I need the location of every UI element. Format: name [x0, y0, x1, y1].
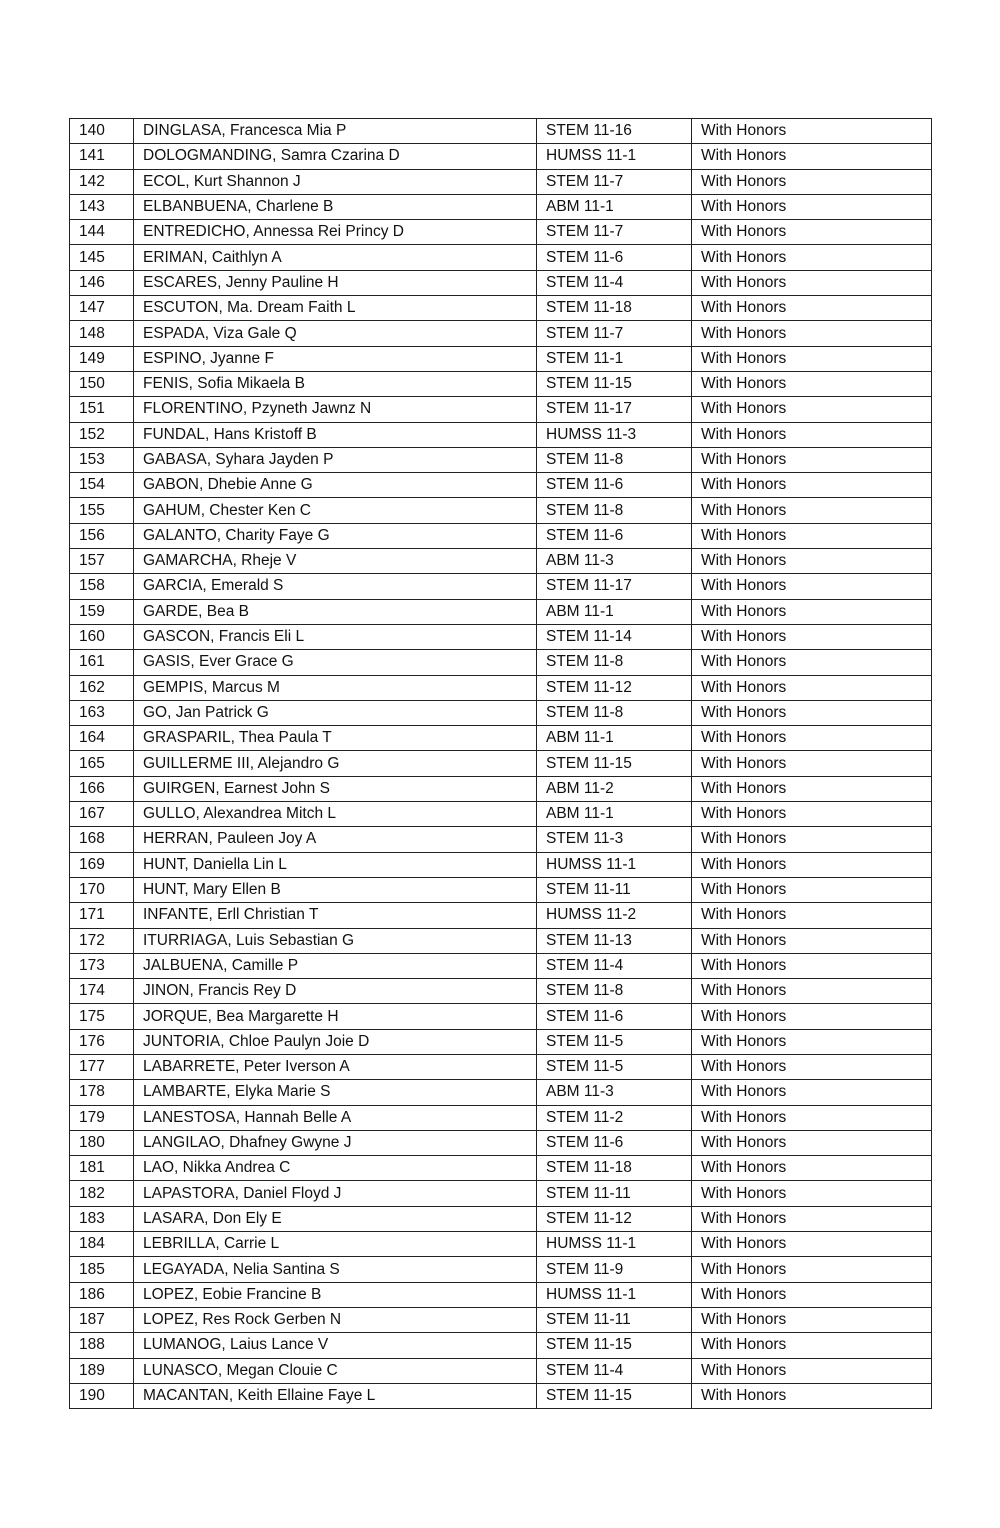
award-cell: With Honors: [692, 599, 932, 624]
section-cell: ABM 11-1: [537, 726, 692, 751]
table-row: [70, 1130, 932, 1155]
section-cell: STEM 11-18: [537, 1156, 692, 1181]
row-number-cell: 157: [70, 549, 134, 574]
award-cell: With Honors: [692, 194, 932, 219]
student-name-cell: ITURRIAGA, Luis Sebastian G: [134, 928, 537, 953]
award-cell: With Honors: [692, 220, 932, 245]
award-cell: With Honors: [692, 953, 932, 978]
award-cell: With Honors: [692, 1054, 932, 1079]
table-row: [70, 498, 932, 523]
award-cell: With Honors: [692, 1105, 932, 1130]
student-name-cell: DINGLASA, Francesca Mia P: [134, 119, 537, 144]
award-cell: With Honors: [692, 650, 932, 675]
table-row: [70, 1232, 932, 1257]
section-cell: STEM 11-4: [537, 953, 692, 978]
student-name-cell: GALANTO, Charity Faye G: [134, 523, 537, 548]
table-row: [70, 1333, 932, 1358]
row-number-cell: 187: [70, 1307, 134, 1332]
section-cell: STEM 11-17: [537, 574, 692, 599]
table-row: [70, 1105, 932, 1130]
student-name-cell: GUILLERME III, Alejandro G: [134, 751, 537, 776]
row-number-cell: 168: [70, 827, 134, 852]
section-cell: STEM 11-12: [537, 675, 692, 700]
section-cell: STEM 11-7: [537, 169, 692, 194]
section-cell: HUMSS 11-1: [537, 1232, 692, 1257]
award-cell: With Honors: [692, 1282, 932, 1307]
table-row: [70, 1206, 932, 1231]
table-row: [70, 523, 932, 548]
table-row: [70, 953, 932, 978]
section-cell: STEM 11-7: [537, 321, 692, 346]
award-cell: With Honors: [692, 802, 932, 827]
award-cell: With Honors: [692, 498, 932, 523]
student-name-cell: ERIMAN, Caithlyn A: [134, 245, 537, 270]
row-number-cell: 184: [70, 1232, 134, 1257]
award-cell: With Honors: [692, 245, 932, 270]
table-row: [70, 422, 932, 447]
section-cell: STEM 11-9: [537, 1257, 692, 1282]
student-name-cell: ESPADA, Viza Gale Q: [134, 321, 537, 346]
student-name-cell: ESCARES, Jenny Pauline H: [134, 270, 537, 295]
row-number-cell: 182: [70, 1181, 134, 1206]
award-cell: With Honors: [692, 1307, 932, 1332]
student-name-cell: LASARA, Don Ely E: [134, 1206, 537, 1231]
section-cell: STEM 11-8: [537, 650, 692, 675]
section-cell: HUMSS 11-1: [537, 1282, 692, 1307]
row-number-cell: 140: [70, 119, 134, 144]
table-row: [70, 397, 932, 422]
table-row: [70, 700, 932, 725]
table-row: [70, 827, 932, 852]
table-row: [70, 220, 932, 245]
section-cell: STEM 11-14: [537, 624, 692, 649]
row-number-cell: 149: [70, 346, 134, 371]
award-cell: With Honors: [692, 549, 932, 574]
section-cell: ABM 11-3: [537, 1080, 692, 1105]
section-cell: STEM 11-11: [537, 1307, 692, 1332]
award-cell: With Honors: [692, 877, 932, 902]
honors-table: [69, 118, 932, 1409]
section-cell: STEM 11-6: [537, 1004, 692, 1029]
student-name-cell: GRASPARIL, Thea Paula T: [134, 726, 537, 751]
award-cell: With Honors: [692, 1156, 932, 1181]
table-row: [70, 144, 932, 169]
award-cell: With Honors: [692, 1080, 932, 1105]
student-name-cell: HERRAN, Pauleen Joy A: [134, 827, 537, 852]
section-cell: STEM 11-8: [537, 700, 692, 725]
row-number-cell: 169: [70, 852, 134, 877]
section-cell: STEM 11-16: [537, 119, 692, 144]
section-cell: STEM 11-6: [537, 1130, 692, 1155]
row-number-cell: 177: [70, 1054, 134, 1079]
student-name-cell: GASCON, Francis Eli L: [134, 624, 537, 649]
table-row: [70, 1257, 932, 1282]
student-name-cell: LOPEZ, Eobie Francine B: [134, 1282, 537, 1307]
section-cell: HUMSS 11-1: [537, 144, 692, 169]
row-number-cell: 160: [70, 624, 134, 649]
row-number-cell: 186: [70, 1282, 134, 1307]
award-cell: With Honors: [692, 1004, 932, 1029]
award-cell: With Honors: [692, 473, 932, 498]
table-row: [70, 650, 932, 675]
award-cell: With Honors: [692, 296, 932, 321]
row-number-cell: 188: [70, 1333, 134, 1358]
row-number-cell: 174: [70, 979, 134, 1004]
row-number-cell: 146: [70, 270, 134, 295]
row-number-cell: 156: [70, 523, 134, 548]
student-name-cell: LAPASTORA, Daniel Floyd J: [134, 1181, 537, 1206]
table-row: [70, 1029, 932, 1054]
award-cell: With Honors: [692, 1257, 932, 1282]
section-cell: STEM 11-6: [537, 473, 692, 498]
student-name-cell: ESPINO, Jyanne F: [134, 346, 537, 371]
student-name-cell: LEBRILLA, Carrie L: [134, 1232, 537, 1257]
student-name-cell: INFANTE, Erll Christian T: [134, 903, 537, 928]
section-cell: STEM 11-15: [537, 751, 692, 776]
section-cell: STEM 11-15: [537, 371, 692, 396]
row-number-cell: 167: [70, 802, 134, 827]
table-row: [70, 321, 932, 346]
row-number-cell: 171: [70, 903, 134, 928]
table-row: [70, 194, 932, 219]
student-name-cell: ECOL, Kurt Shannon J: [134, 169, 537, 194]
student-name-cell: DOLOGMANDING, Samra Czarina D: [134, 144, 537, 169]
section-cell: ABM 11-3: [537, 549, 692, 574]
student-name-cell: LABARRETE, Peter Iverson A: [134, 1054, 537, 1079]
award-cell: With Honors: [692, 751, 932, 776]
row-number-cell: 173: [70, 953, 134, 978]
student-name-cell: LEGAYADA, Nelia Santina S: [134, 1257, 537, 1282]
student-name-cell: GAHUM, Chester Ken C: [134, 498, 537, 523]
table-row: [70, 802, 932, 827]
award-cell: With Honors: [692, 523, 932, 548]
row-number-cell: 144: [70, 220, 134, 245]
table-row: [70, 371, 932, 396]
award-cell: With Honors: [692, 1181, 932, 1206]
row-number-cell: 141: [70, 144, 134, 169]
section-cell: STEM 11-1: [537, 346, 692, 371]
row-number-cell: 175: [70, 1004, 134, 1029]
row-number-cell: 166: [70, 776, 134, 801]
award-cell: With Honors: [692, 675, 932, 700]
student-name-cell: LANGILAO, Dhafney Gwyne J: [134, 1130, 537, 1155]
student-name-cell: JALBUENA, Camille P: [134, 953, 537, 978]
student-name-cell: GUIRGEN, Earnest John S: [134, 776, 537, 801]
row-number-cell: 159: [70, 599, 134, 624]
award-cell: With Honors: [692, 1206, 932, 1231]
table-row: [70, 119, 932, 144]
table-row: [70, 776, 932, 801]
row-number-cell: 181: [70, 1156, 134, 1181]
table-row: [70, 928, 932, 953]
award-cell: With Honors: [692, 397, 932, 422]
section-cell: STEM 11-5: [537, 1054, 692, 1079]
award-cell: With Honors: [692, 1383, 932, 1408]
table-row: [70, 574, 932, 599]
row-number-cell: 179: [70, 1105, 134, 1130]
award-cell: With Honors: [692, 422, 932, 447]
student-name-cell: FENIS, Sofia Mikaela B: [134, 371, 537, 396]
student-name-cell: GAMARCHA, Rheje V: [134, 549, 537, 574]
table-row: [70, 1358, 932, 1383]
row-number-cell: 162: [70, 675, 134, 700]
section-cell: STEM 11-3: [537, 827, 692, 852]
student-name-cell: ESCUTON, Ma. Dream Faith L: [134, 296, 537, 321]
section-cell: STEM 11-8: [537, 447, 692, 472]
table-row: [70, 245, 932, 270]
row-number-cell: 185: [70, 1257, 134, 1282]
student-name-cell: JINON, Francis Rey D: [134, 979, 537, 1004]
award-cell: With Honors: [692, 726, 932, 751]
table-row: [70, 473, 932, 498]
table-row: [70, 447, 932, 472]
table-row: [70, 877, 932, 902]
award-cell: With Honors: [692, 776, 932, 801]
section-cell: STEM 11-4: [537, 270, 692, 295]
row-number-cell: 189: [70, 1358, 134, 1383]
section-cell: STEM 11-5: [537, 1029, 692, 1054]
student-name-cell: GASIS, Ever Grace G: [134, 650, 537, 675]
row-number-cell: 180: [70, 1130, 134, 1155]
student-name-cell: LUNASCO, Megan Clouie C: [134, 1358, 537, 1383]
student-name-cell: GABON, Dhebie Anne G: [134, 473, 537, 498]
section-cell: HUMSS 11-1: [537, 852, 692, 877]
row-number-cell: 148: [70, 321, 134, 346]
section-cell: STEM 11-11: [537, 877, 692, 902]
section-cell: STEM 11-12: [537, 1206, 692, 1231]
table-row: [70, 1156, 932, 1181]
award-cell: With Honors: [692, 979, 932, 1004]
section-cell: HUMSS 11-3: [537, 422, 692, 447]
student-name-cell: GARDE, Bea B: [134, 599, 537, 624]
student-name-cell: LOPEZ, Res Rock Gerben N: [134, 1307, 537, 1332]
section-cell: STEM 11-6: [537, 523, 692, 548]
section-cell: STEM 11-4: [537, 1358, 692, 1383]
row-number-cell: 172: [70, 928, 134, 953]
section-cell: STEM 11-2: [537, 1105, 692, 1130]
section-cell: ABM 11-1: [537, 599, 692, 624]
section-cell: ABM 11-1: [537, 194, 692, 219]
award-cell: With Honors: [692, 928, 932, 953]
award-cell: With Honors: [692, 1130, 932, 1155]
award-cell: With Honors: [692, 1029, 932, 1054]
student-name-cell: ENTREDICHO, Annessa Rei Princy D: [134, 220, 537, 245]
table-row: [70, 675, 932, 700]
award-cell: With Honors: [692, 903, 932, 928]
row-number-cell: 143: [70, 194, 134, 219]
table-row: [70, 296, 932, 321]
table-row: [70, 751, 932, 776]
table-row: [70, 1181, 932, 1206]
row-number-cell: 153: [70, 447, 134, 472]
award-cell: With Honors: [692, 1232, 932, 1257]
table-row: [70, 1307, 932, 1332]
student-name-cell: HUNT, Daniella Lin L: [134, 852, 537, 877]
section-cell: STEM 11-7: [537, 220, 692, 245]
student-name-cell: GEMPIS, Marcus M: [134, 675, 537, 700]
row-number-cell: 183: [70, 1206, 134, 1231]
table-row: [70, 1080, 932, 1105]
section-cell: ABM 11-2: [537, 776, 692, 801]
student-name-cell: MACANTAN, Keith Ellaine Faye L: [134, 1383, 537, 1408]
row-number-cell: 176: [70, 1029, 134, 1054]
section-cell: HUMSS 11-2: [537, 903, 692, 928]
row-number-cell: 170: [70, 877, 134, 902]
student-name-cell: LUMANOG, Laius Lance V: [134, 1333, 537, 1358]
table-row: [70, 599, 932, 624]
table-row: [70, 549, 932, 574]
student-name-cell: GULLO, Alexandrea Mitch L: [134, 802, 537, 827]
section-cell: STEM 11-11: [537, 1181, 692, 1206]
row-number-cell: 161: [70, 650, 134, 675]
award-cell: With Honors: [692, 169, 932, 194]
student-name-cell: LAO, Nikka Andrea C: [134, 1156, 537, 1181]
student-name-cell: JUNTORIA, Chloe Paulyn Joie D: [134, 1029, 537, 1054]
award-cell: With Honors: [692, 144, 932, 169]
student-name-cell: HUNT, Mary Ellen B: [134, 877, 537, 902]
row-number-cell: 178: [70, 1080, 134, 1105]
table-row: [70, 346, 932, 371]
table-row: [70, 169, 932, 194]
row-number-cell: 190: [70, 1383, 134, 1408]
table-row: [70, 1282, 932, 1307]
table-row: [70, 1383, 932, 1408]
student-name-cell: ELBANBUENA, Charlene B: [134, 194, 537, 219]
section-cell: STEM 11-8: [537, 979, 692, 1004]
table-row: [70, 852, 932, 877]
award-cell: With Honors: [692, 1333, 932, 1358]
table-row: [70, 1004, 932, 1029]
section-cell: STEM 11-15: [537, 1333, 692, 1358]
row-number-cell: 164: [70, 726, 134, 751]
student-name-cell: FLORENTINO, Pzyneth Jawnz N: [134, 397, 537, 422]
student-name-cell: FUNDAL, Hans Kristoff B: [134, 422, 537, 447]
row-number-cell: 152: [70, 422, 134, 447]
award-cell: With Honors: [692, 371, 932, 396]
award-cell: With Honors: [692, 827, 932, 852]
award-cell: With Honors: [692, 1358, 932, 1383]
row-number-cell: 158: [70, 574, 134, 599]
table-row: [70, 726, 932, 751]
award-cell: With Honors: [692, 447, 932, 472]
section-cell: ABM 11-1: [537, 802, 692, 827]
award-cell: With Honors: [692, 624, 932, 649]
row-number-cell: 145: [70, 245, 134, 270]
row-number-cell: 163: [70, 700, 134, 725]
row-number-cell: 147: [70, 296, 134, 321]
section-cell: STEM 11-13: [537, 928, 692, 953]
row-number-cell: 150: [70, 371, 134, 396]
section-cell: STEM 11-8: [537, 498, 692, 523]
award-cell: With Honors: [692, 346, 932, 371]
section-cell: STEM 11-6: [537, 245, 692, 270]
award-cell: With Honors: [692, 321, 932, 346]
row-number-cell: 142: [70, 169, 134, 194]
section-cell: STEM 11-15: [537, 1383, 692, 1408]
student-name-cell: LAMBARTE, Elyka Marie S: [134, 1080, 537, 1105]
section-cell: STEM 11-17: [537, 397, 692, 422]
table-row: [70, 624, 932, 649]
table-row: [70, 903, 932, 928]
row-number-cell: 154: [70, 473, 134, 498]
student-name-cell: LANESTOSA, Hannah Belle A: [134, 1105, 537, 1130]
table-row: [70, 979, 932, 1004]
award-cell: With Honors: [692, 270, 932, 295]
row-number-cell: 151: [70, 397, 134, 422]
row-number-cell: 165: [70, 751, 134, 776]
student-name-cell: GABASA, Syhara Jayden P: [134, 447, 537, 472]
section-cell: STEM 11-18: [537, 296, 692, 321]
award-cell: With Honors: [692, 852, 932, 877]
award-cell: With Honors: [692, 574, 932, 599]
honors-table-body: [70, 119, 932, 1409]
student-name-cell: JORQUE, Bea Margarette H: [134, 1004, 537, 1029]
table-row: [70, 1054, 932, 1079]
row-number-cell: 155: [70, 498, 134, 523]
award-cell: With Honors: [692, 700, 932, 725]
student-name-cell: GARCIA, Emerald S: [134, 574, 537, 599]
student-name-cell: GO, Jan Patrick G: [134, 700, 537, 725]
table-row: [70, 270, 932, 295]
award-cell: With Honors: [692, 119, 932, 144]
